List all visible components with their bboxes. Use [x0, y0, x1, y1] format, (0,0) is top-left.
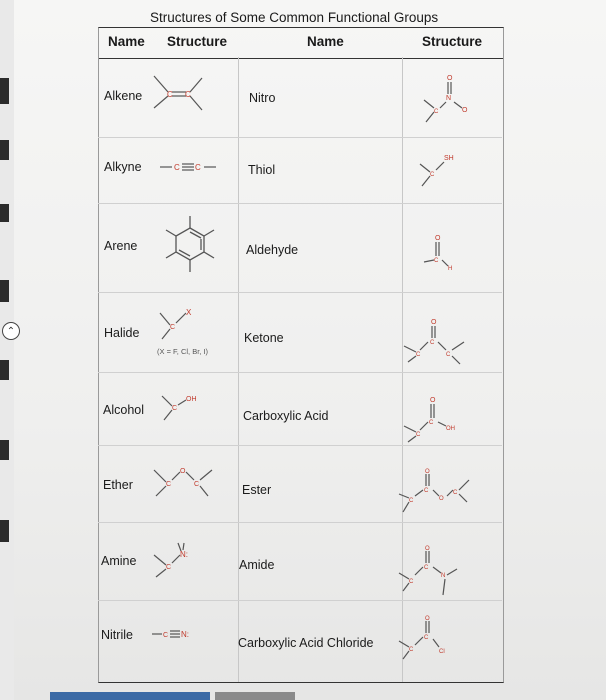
- collapse-toggle-button[interactable]: [2, 322, 20, 340]
- halide-note: (X = F, Cl, Br, I): [157, 347, 209, 356]
- group-name-alcohol: Alcohol: [103, 403, 144, 417]
- svg-text:C: C: [430, 340, 435, 346]
- svg-text:O: O: [430, 397, 436, 404]
- svg-text:C: C: [409, 647, 414, 653]
- group-name-thiol: Thiol: [248, 163, 276, 177]
- alcohol-structure: [160, 390, 210, 426]
- sidebar-tab[interactable]: [0, 280, 9, 302]
- alkene-structure: [150, 70, 210, 120]
- group-name-amine: Amine: [101, 554, 137, 568]
- svg-text:O: O: [435, 235, 441, 242]
- svg-text:H: H: [448, 266, 453, 272]
- aldehyde-structure: [420, 230, 470, 275]
- bottom-scroll-track[interactable]: [215, 692, 295, 700]
- row-divider: [98, 203, 502, 204]
- sidebar-tab[interactable]: [0, 204, 9, 222]
- svg-text:C: C: [429, 420, 434, 426]
- acid-chloride-structure: [395, 615, 455, 670]
- svg-text:C: C: [416, 432, 421, 438]
- svg-text:O: O: [425, 469, 430, 475]
- svg-text:O: O: [447, 75, 453, 82]
- svg-text:O: O: [462, 107, 468, 114]
- svg-text:C: C: [166, 564, 172, 571]
- svg-text:O: O: [439, 496, 444, 502]
- sidebar-tab[interactable]: [0, 78, 9, 104]
- svg-text:C: C: [453, 490, 458, 496]
- svg-text:X: X: [186, 308, 192, 317]
- carboxylic-acid-structure: [400, 390, 470, 445]
- group-name-halide: Halide: [104, 326, 140, 340]
- svg-text:C: C: [424, 635, 429, 641]
- header-name-left: Name: [108, 34, 145, 49]
- ether-structure: [150, 462, 220, 502]
- svg-text:O: O: [425, 546, 430, 552]
- svg-text:C: C: [174, 163, 180, 172]
- halide-structure: [158, 305, 208, 345]
- group-name-ether: Ether: [103, 478, 133, 492]
- svg-text:Cl: Cl: [439, 649, 445, 655]
- alkyne-structure: [160, 158, 220, 178]
- svg-text:C: C: [195, 163, 201, 172]
- bottom-scroll-indicator[interactable]: [50, 692, 210, 700]
- svg-text:C: C: [416, 352, 421, 358]
- group-name-carboxylic-acid-chloride: Carboxylic Acid Chloride: [238, 636, 374, 650]
- svg-text:C: C: [167, 90, 173, 99]
- svg-text:N:: N:: [180, 550, 188, 559]
- ester-structure: [395, 468, 475, 523]
- svg-text:N:: N:: [181, 630, 189, 639]
- svg-text:C: C: [409, 498, 414, 504]
- header-name-right: Name: [307, 34, 344, 49]
- group-name-alkyne: Alkyne: [104, 160, 142, 174]
- group-name-ketone: Ketone: [244, 331, 284, 345]
- amine-structure: [150, 535, 210, 580]
- sidebar-tab[interactable]: [0, 520, 9, 542]
- svg-text:C: C: [163, 632, 169, 639]
- table-header: [98, 27, 504, 59]
- svg-text:C: C: [185, 90, 191, 99]
- sidebar-tab[interactable]: [0, 140, 9, 160]
- group-name-amide: Amide: [239, 558, 275, 572]
- sidebar-tab[interactable]: [0, 360, 9, 380]
- svg-text:N: N: [446, 95, 452, 102]
- group-name-nitrile: Nitrile: [101, 628, 133, 642]
- row-divider: [98, 372, 502, 373]
- group-name-ester: Ester: [242, 483, 272, 497]
- arene-structure: [160, 210, 220, 280]
- nitro-structure: [420, 68, 480, 128]
- row-divider: [98, 292, 502, 293]
- chevron-up-icon: ⌃: [6, 325, 16, 337]
- svg-text:C: C: [194, 481, 200, 488]
- group-name-aldehyde: Aldehyde: [246, 243, 299, 257]
- svg-text:N: N: [441, 573, 446, 579]
- sidebar-tab[interactable]: [0, 440, 9, 460]
- svg-text:C: C: [409, 579, 414, 585]
- group-name-alkene: Alkene: [104, 89, 143, 103]
- nitrile-structure: [150, 625, 210, 645]
- header-structure-right: Structure: [422, 34, 483, 49]
- svg-text:C: C: [424, 565, 429, 571]
- svg-text:C: C: [446, 352, 451, 358]
- svg-text:OH: OH: [446, 426, 455, 432]
- svg-text:C: C: [424, 488, 429, 494]
- svg-text:C: C: [170, 324, 176, 331]
- ketone-structure: [400, 310, 470, 365]
- header-structure-left: Structure: [167, 34, 228, 49]
- svg-text:C: C: [172, 405, 178, 412]
- group-name-carboxylic-acid: Carboxylic Acid: [243, 409, 329, 423]
- group-name-nitro: Nitro: [249, 91, 276, 105]
- column-divider: [238, 57, 239, 682]
- row-divider: [98, 137, 502, 138]
- svg-text:OH: OH: [186, 396, 197, 403]
- row-divider: [98, 445, 502, 446]
- page-title: Structures of Some Common Functional Groups: [150, 10, 439, 25]
- svg-text:O: O: [180, 468, 186, 475]
- group-name-arene: Arene: [104, 239, 138, 253]
- svg-text:O: O: [431, 319, 437, 326]
- svg-text:O: O: [425, 616, 430, 622]
- left-sidebar: [0, 0, 14, 700]
- svg-text:C: C: [434, 109, 439, 115]
- svg-text:C: C: [434, 258, 439, 264]
- svg-text:SH: SH: [444, 155, 454, 162]
- svg-text:C: C: [430, 172, 435, 178]
- svg-text:C: C: [166, 481, 172, 488]
- thiol-structure: [418, 150, 468, 190]
- amide-structure: [395, 545, 465, 605]
